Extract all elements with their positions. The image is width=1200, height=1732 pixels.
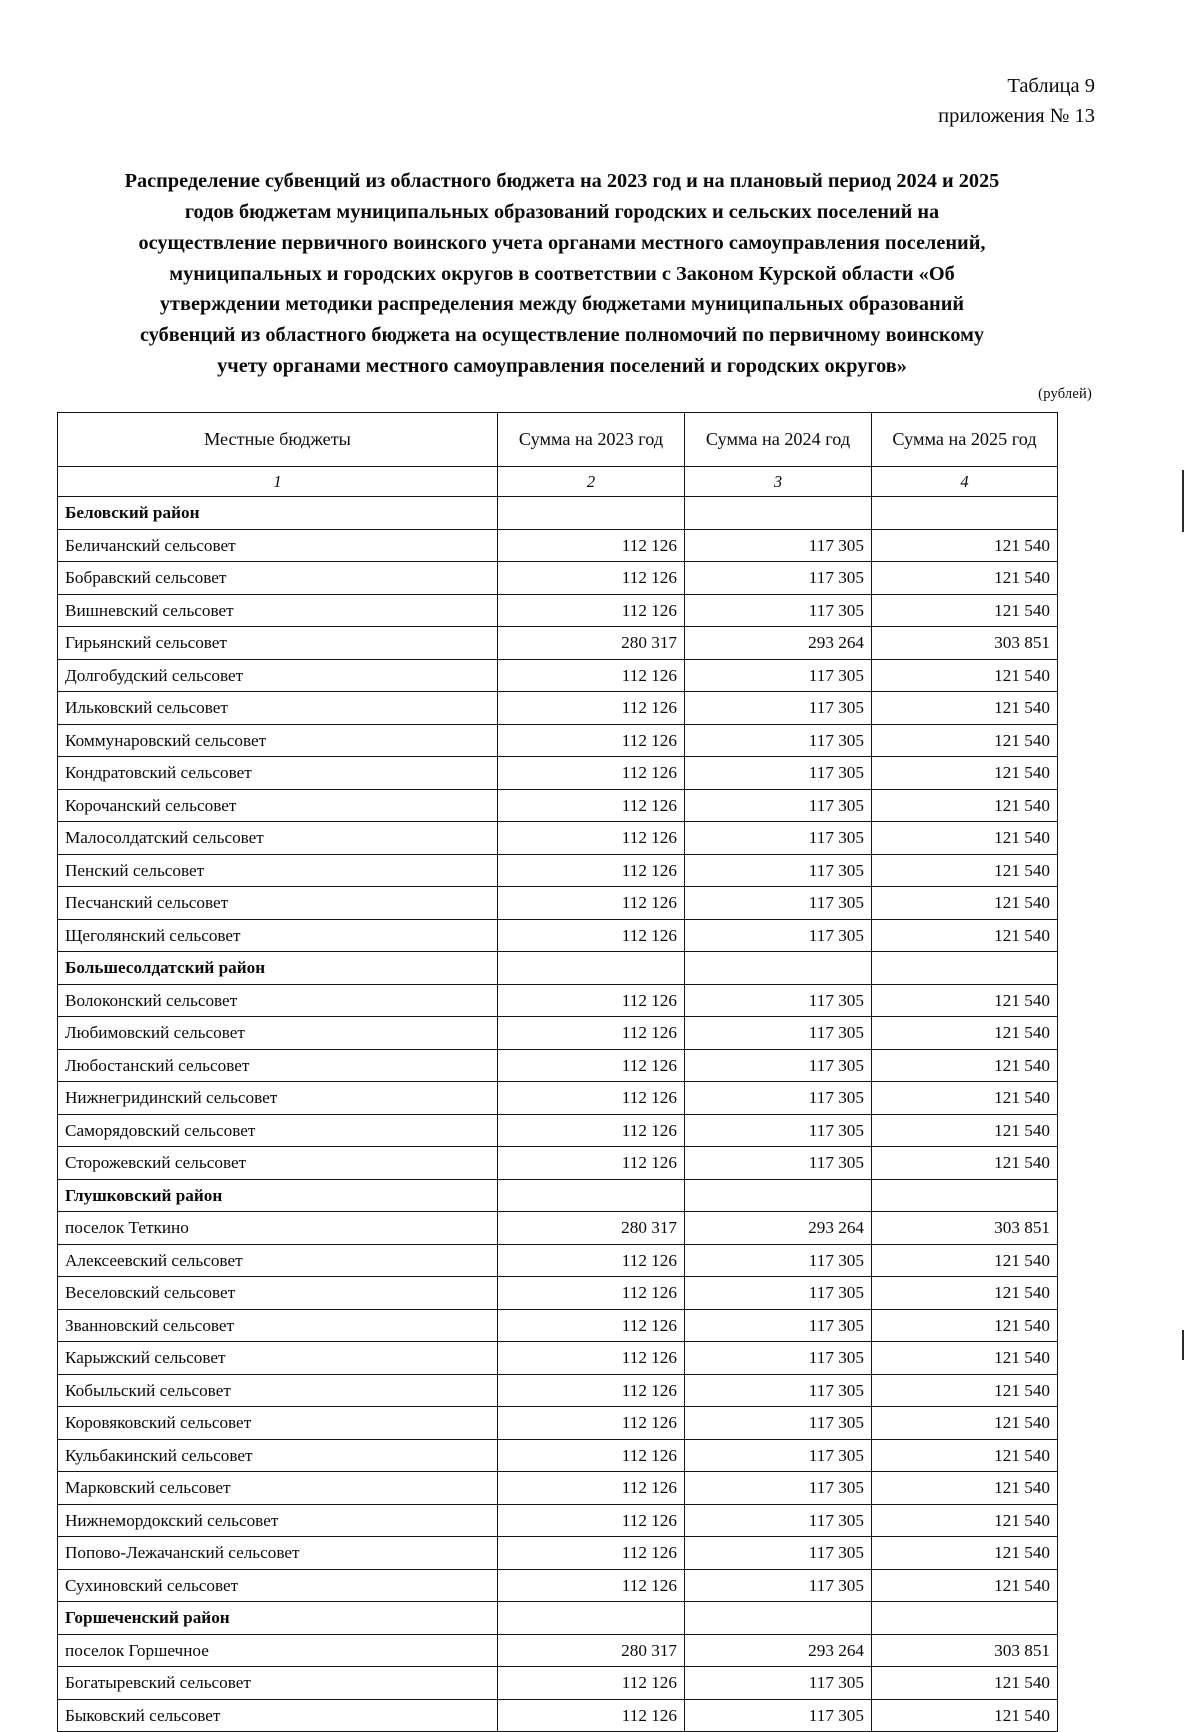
amount-2023: 112 126 <box>498 692 685 725</box>
amount-2024: 117 305 <box>685 1309 872 1342</box>
amount-2023: 112 126 <box>498 1472 685 1505</box>
municipality-name: Песчанский сельсовет <box>58 887 498 920</box>
header-row <box>58 413 1058 467</box>
amount-2023: 112 126 <box>498 1667 685 1700</box>
amount-2023 <box>498 497 685 530</box>
amount-2025: 121 540 <box>872 692 1058 725</box>
municipality-name: Гирьянский сельсовет <box>58 627 498 660</box>
amount-2023: 280 317 <box>498 1634 685 1667</box>
amount-2024: 293 264 <box>685 1212 872 1245</box>
amount-2024: 117 305 <box>685 757 872 790</box>
amount-2024: 293 264 <box>685 1634 872 1667</box>
amount-2024 <box>685 1179 872 1212</box>
title-line: осуществление первичного воинского учета органами местного самоуправления поселений, <box>138 231 986 254</box>
municipality-name: Долгобудский сельсовет <box>58 659 498 692</box>
amount-2023: 112 126 <box>498 1699 685 1732</box>
amount-2023: 112 126 <box>498 887 685 920</box>
title-line: учету органами местного самоуправления поселений и городских округов» <box>217 355 907 378</box>
municipality-name: Кульбакинский сельсовет <box>58 1439 498 1472</box>
amount-2024: 117 305 <box>685 1569 872 1602</box>
document-title <box>62 166 1062 382</box>
amount-2024: 117 305 <box>685 1147 872 1180</box>
amount-2023: 112 126 <box>498 1342 685 1375</box>
amount-2023: 112 126 <box>498 1049 685 1082</box>
amount-2023: 112 126 <box>498 1569 685 1602</box>
municipality-name: Кондратовский сельсовет <box>58 757 498 790</box>
amount-2024: 117 305 <box>685 529 872 562</box>
table-row <box>58 854 1058 887</box>
amount-2024: 117 305 <box>685 1374 872 1407</box>
amount-2024: 117 305 <box>685 1244 872 1277</box>
table-row <box>58 1277 1058 1310</box>
amount-2023: 112 126 <box>498 919 685 952</box>
amount-2024: 117 305 <box>685 594 872 627</box>
amount-2025 <box>872 952 1058 985</box>
table-row <box>58 1049 1058 1082</box>
district-name: Горшеченский район <box>58 1602 498 1635</box>
amount-2025: 121 540 <box>872 1407 1058 1440</box>
budget-table <box>57 412 1058 1732</box>
table-row <box>58 659 1058 692</box>
municipality-name: Бобравский сельсовет <box>58 562 498 595</box>
amount-2025: 121 540 <box>872 854 1058 887</box>
amount-2023: 112 126 <box>498 1407 685 1440</box>
table-row <box>58 1407 1058 1440</box>
municipality-name: Волоконский сельсовет <box>58 984 498 1017</box>
amount-2023 <box>498 952 685 985</box>
municipality-name: Коровяковский сельсовет <box>58 1407 498 1440</box>
amount-2025: 121 540 <box>872 529 1058 562</box>
amount-2023: 112 126 <box>498 724 685 757</box>
units-note: (рублей) <box>1038 386 1092 402</box>
table-row <box>58 1342 1058 1375</box>
table-row <box>58 1147 1058 1180</box>
amount-2023: 112 126 <box>498 1114 685 1147</box>
title-line: субвенций из областного бюджета на осуществление полномочий по первичному воинскому <box>139 324 985 347</box>
municipality-name: Богатыревский сельсовет <box>58 1667 498 1700</box>
municipality-name: Карыжский сельсовет <box>58 1342 498 1375</box>
amount-2025: 121 540 <box>872 1277 1058 1310</box>
table-row <box>58 724 1058 757</box>
amount-2025: 121 540 <box>872 659 1058 692</box>
municipality-name: Сухиновский сельсовет <box>58 1569 498 1602</box>
amount-2024 <box>685 497 872 530</box>
municipality-name: Коммунаровский сельсовет <box>58 724 498 757</box>
amount-2024 <box>685 1602 872 1635</box>
amount-2025: 121 540 <box>872 919 1058 952</box>
municipality-name: Попово-Лежачанский сельсовет <box>58 1537 498 1570</box>
title-line: Распределение субвенций из областного бюджета на 2023 год и на плановый период 2024 и 2025 <box>124 170 1000 192</box>
table-row <box>58 562 1058 595</box>
table-row <box>58 1114 1058 1147</box>
column-number-row <box>58 467 1058 497</box>
amount-2024: 117 305 <box>685 692 872 725</box>
district-header-row <box>58 952 1058 985</box>
column-header-sum-2023: Сумма на 2023 год <box>498 413 685 467</box>
title-line: утверждении методики распределения между бюджетами муниципальных образований <box>159 293 965 316</box>
amount-2023: 112 126 <box>498 1439 685 1472</box>
amount-2023 <box>498 1602 685 1635</box>
column-header-local-budgets: Местные бюджеты <box>58 413 498 467</box>
table-row <box>58 757 1058 790</box>
amount-2025: 121 540 <box>872 1699 1058 1732</box>
municipality-name: Нижнегридинский сельсовет <box>58 1082 498 1115</box>
table-row <box>58 887 1058 920</box>
amount-2023: 112 126 <box>498 757 685 790</box>
table-row <box>58 1244 1058 1277</box>
amount-2024: 117 305 <box>685 1017 872 1050</box>
table-row <box>58 919 1058 952</box>
amount-2023 <box>498 1179 685 1212</box>
amount-2024: 117 305 <box>685 1342 872 1375</box>
amount-2024: 293 264 <box>685 627 872 660</box>
municipality-name: Любимовский сельсовет <box>58 1017 498 1050</box>
appendix-number: приложения № 13 <box>938 104 1095 127</box>
municipality-name: поселок Теткино <box>58 1212 498 1245</box>
amount-2024: 117 305 <box>685 724 872 757</box>
table-row <box>58 627 1058 660</box>
amount-2023: 112 126 <box>498 1309 685 1342</box>
column-number-1: 1 <box>58 467 498 497</box>
amount-2023: 112 126 <box>498 984 685 1017</box>
municipality-name: Нижнемордокский сельсовет <box>58 1504 498 1537</box>
amount-2023: 112 126 <box>498 1244 685 1277</box>
municipality-name: Званновский сельсовет <box>58 1309 498 1342</box>
amount-2023: 112 126 <box>498 1374 685 1407</box>
table-number: Таблица 9 <box>1007 75 1095 97</box>
amount-2023: 280 317 <box>498 627 685 660</box>
budget-table-container <box>57 412 1057 1732</box>
amount-2025: 303 851 <box>872 1634 1058 1667</box>
amount-2023: 112 126 <box>498 1017 685 1050</box>
amount-2025: 303 851 <box>872 627 1058 660</box>
municipality-name: Малосолдатский сельсовет <box>58 822 498 855</box>
amount-2023: 112 126 <box>498 789 685 822</box>
table-row <box>58 692 1058 725</box>
municipality-name: Беличанский сельсовет <box>58 529 498 562</box>
amount-2024: 117 305 <box>685 1439 872 1472</box>
municipality-name: Пенский сельсовет <box>58 854 498 887</box>
amount-2023: 112 126 <box>498 1504 685 1537</box>
district-header-row <box>58 1602 1058 1635</box>
amount-2023: 112 126 <box>498 1082 685 1115</box>
amount-2024: 117 305 <box>685 1114 872 1147</box>
amount-2025: 121 540 <box>872 1114 1058 1147</box>
municipality-name: Сторожевский сельсовет <box>58 1147 498 1180</box>
page-edge-mark <box>1182 1330 1184 1360</box>
column-number-3: 3 <box>685 467 872 497</box>
table-row <box>58 984 1058 1017</box>
amount-2024: 117 305 <box>685 1049 872 1082</box>
amount-2025: 121 540 <box>872 1147 1058 1180</box>
amount-2023: 112 126 <box>498 562 685 595</box>
municipality-name: Саморядовский сельсовет <box>58 1114 498 1147</box>
amount-2025: 121 540 <box>872 562 1058 595</box>
amount-2024: 117 305 <box>685 789 872 822</box>
amount-2024: 117 305 <box>685 822 872 855</box>
municipality-name: Корочанский сельсовет <box>58 789 498 822</box>
table-body <box>58 497 1058 1732</box>
table-row <box>58 789 1058 822</box>
amount-2025: 121 540 <box>872 822 1058 855</box>
district-name: Беловский район <box>58 497 498 530</box>
municipality-name: Щеголянский сельсовет <box>58 919 498 952</box>
amount-2025: 121 540 <box>872 1439 1058 1472</box>
table-row <box>58 1439 1058 1472</box>
amount-2025: 121 540 <box>872 1667 1058 1700</box>
column-header-sum-2025: Сумма на 2025 год <box>872 413 1058 467</box>
district-name: Глушковский район <box>58 1179 498 1212</box>
amount-2024: 117 305 <box>685 1472 872 1505</box>
document-reference <box>938 72 1095 131</box>
table-row <box>58 1504 1058 1537</box>
amount-2025: 121 540 <box>872 1244 1058 1277</box>
amount-2025: 121 540 <box>872 1017 1058 1050</box>
amount-2024: 117 305 <box>685 1277 872 1310</box>
amount-2023: 112 126 <box>498 854 685 887</box>
amount-2023: 112 126 <box>498 1277 685 1310</box>
amount-2024: 117 305 <box>685 1407 872 1440</box>
amount-2025: 121 540 <box>872 1374 1058 1407</box>
column-number-4: 4 <box>872 467 1058 497</box>
amount-2025: 303 851 <box>872 1212 1058 1245</box>
district-header-row <box>58 497 1058 530</box>
amount-2025: 121 540 <box>872 1504 1058 1537</box>
municipality-name: Любостанский сельсовет <box>58 1049 498 1082</box>
amount-2023: 112 126 <box>498 659 685 692</box>
table-row <box>58 1699 1058 1732</box>
amount-2025: 121 540 <box>872 594 1058 627</box>
amount-2023: 112 126 <box>498 529 685 562</box>
table-row <box>58 1374 1058 1407</box>
amount-2024: 117 305 <box>685 919 872 952</box>
amount-2025: 121 540 <box>872 1049 1058 1082</box>
municipality-name: Ильковский сельсовет <box>58 692 498 725</box>
amount-2024: 117 305 <box>685 1504 872 1537</box>
table-row <box>58 594 1058 627</box>
municipality-name: поселок Горшечное <box>58 1634 498 1667</box>
municipality-name: Вишневский сельсовет <box>58 594 498 627</box>
amount-2023: 112 126 <box>498 594 685 627</box>
amount-2025: 121 540 <box>872 1537 1058 1570</box>
amount-2025: 121 540 <box>872 887 1058 920</box>
table-row <box>58 1537 1058 1570</box>
table-row <box>58 1082 1058 1115</box>
table-row <box>58 1472 1058 1505</box>
amount-2025: 121 540 <box>872 1082 1058 1115</box>
table-row <box>58 529 1058 562</box>
amount-2025 <box>872 1602 1058 1635</box>
municipality-name: Кобыльский сельсовет <box>58 1374 498 1407</box>
amount-2025: 121 540 <box>872 1342 1058 1375</box>
amount-2023: 280 317 <box>498 1212 685 1245</box>
district-header-row <box>58 1179 1058 1212</box>
amount-2023: 112 126 <box>498 1147 685 1180</box>
district-name: Большесолдатский район <box>58 952 498 985</box>
amount-2024: 117 305 <box>685 659 872 692</box>
amount-2025 <box>872 1179 1058 1212</box>
amount-2024: 117 305 <box>685 887 872 920</box>
amount-2024: 117 305 <box>685 562 872 595</box>
table-row <box>58 1569 1058 1602</box>
amount-2025: 121 540 <box>872 1569 1058 1602</box>
amount-2024: 117 305 <box>685 1667 872 1700</box>
amount-2025: 121 540 <box>872 1309 1058 1342</box>
title-line: муниципальных и городских округов в соответствии с Законом Курской области «Об <box>169 262 955 285</box>
amount-2024: 117 305 <box>685 984 872 1017</box>
amount-2024: 117 305 <box>685 1537 872 1570</box>
table-row <box>58 822 1058 855</box>
amount-2023: 112 126 <box>498 1537 685 1570</box>
table-row <box>58 1309 1058 1342</box>
column-header-sum-2024: Сумма на 2024 год <box>685 413 872 467</box>
table-row <box>58 1212 1058 1245</box>
amount-2024: 117 305 <box>685 1082 872 1115</box>
municipality-name: Быковский сельсовет <box>58 1699 498 1732</box>
municipality-name: Марковский сельсовет <box>58 1472 498 1505</box>
amount-2025 <box>872 497 1058 530</box>
amount-2025: 121 540 <box>872 789 1058 822</box>
title-line: годов бюджетам муниципальных образований городских и сельских поселений на <box>184 200 940 223</box>
amount-2024: 117 305 <box>685 1699 872 1732</box>
table-row <box>58 1667 1058 1700</box>
amount-2025: 121 540 <box>872 984 1058 1017</box>
column-number-2: 2 <box>498 467 685 497</box>
municipality-name: Алексеевский сельсовет <box>58 1244 498 1277</box>
amount-2024 <box>685 952 872 985</box>
table-row <box>58 1634 1058 1667</box>
table-row <box>58 1017 1058 1050</box>
page-edge-mark <box>1182 470 1184 532</box>
amount-2024: 117 305 <box>685 854 872 887</box>
amount-2025: 121 540 <box>872 724 1058 757</box>
amount-2025: 121 540 <box>872 1472 1058 1505</box>
table-head <box>58 413 1058 497</box>
municipality-name: Веселовский сельсовет <box>58 1277 498 1310</box>
amount-2023: 112 126 <box>498 822 685 855</box>
amount-2025: 121 540 <box>872 757 1058 790</box>
